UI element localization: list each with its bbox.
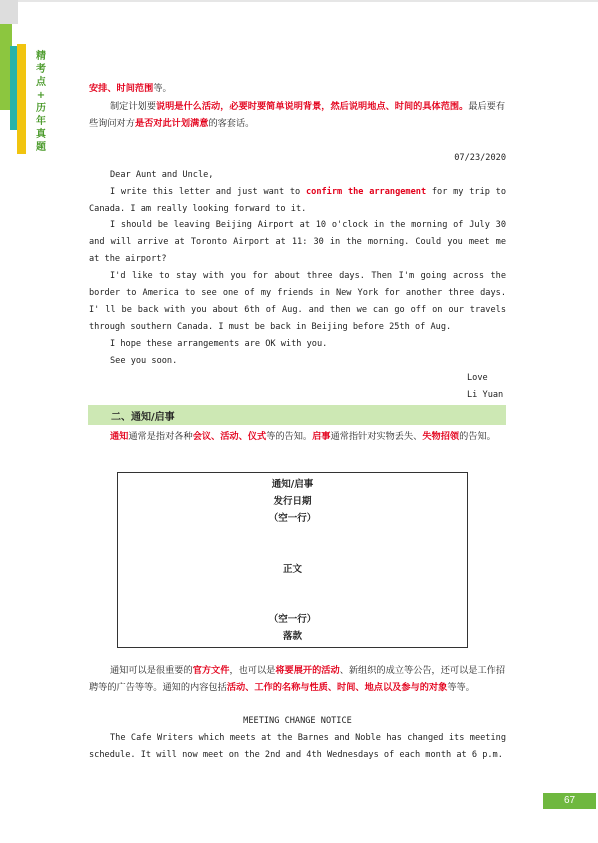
side-tab-char: 题 bbox=[36, 142, 46, 153]
body-text: 通常指针对实物丢失、 bbox=[330, 431, 423, 442]
template-title: 通知/启事 bbox=[271, 479, 314, 490]
highlight-text: 说明是什么活动，必要时要简单说明背景，然后说明地点、时间的具体范围。 bbox=[155, 101, 469, 112]
letter-closing: Love bbox=[467, 373, 488, 383]
body-text: I write this letter and just want to bbox=[110, 187, 306, 197]
highlight-text: 安排、时间范围 bbox=[89, 83, 154, 94]
letter-paragraph-3: I'd like to stay with you for about three days. Then I'm going across the border to America to see one of my friends in New York for another three days. I' ll be back with you about 6th of Aug. and then we can go off on our travels through southern Canada. I must be back in Beijing before 25th of Aug. bbox=[89, 271, 506, 332]
highlight-text: 是否对此计划满意 bbox=[134, 118, 209, 129]
highlight-text: 活动、工作的名称与性质、时间、地点以及参与的对象 bbox=[226, 682, 448, 693]
body-text: 、新组织的成立等公告，还可以是工作招聘等的广告等等。通知的内容包括 bbox=[89, 665, 506, 693]
body-text: 通知可以是很重要的 bbox=[110, 665, 193, 676]
letter-paragraph-1 bbox=[89, 184, 506, 218]
intro-paragraph bbox=[89, 98, 506, 132]
letter-paragraph-2: I should be leaving Beijing Airport at 10 o'clock in the morning of July 30 and will arrive at Toronto Airport at 11: 30 in the morning. Could you meet me at the airport? bbox=[89, 220, 506, 264]
highlight-text: 通知 bbox=[110, 431, 129, 442]
letter-paragraph-4: I hope these arrangements are OK with you. bbox=[110, 339, 328, 349]
template-body: 正文 bbox=[282, 564, 302, 575]
body-text: 的客套话。 bbox=[208, 118, 255, 129]
intro-line bbox=[89, 80, 506, 97]
body-text: 等。 bbox=[153, 83, 172, 94]
letter-greeting: Dear Aunt and Uncle, bbox=[110, 170, 214, 180]
letter-paragraph-5: See you soon. bbox=[110, 356, 178, 366]
template-blank-line: （空一行） bbox=[268, 513, 317, 524]
body-text: for my trip to Canada. I am really looking forward to it. bbox=[89, 187, 507, 214]
side-tab-char: + bbox=[36, 90, 46, 101]
side-tab-char: 点 bbox=[36, 77, 46, 88]
template-date: 发行日期 bbox=[273, 496, 312, 507]
body-text: 等的告知。 bbox=[266, 431, 313, 442]
body-text: 等等。 bbox=[447, 682, 475, 693]
side-tab-char: 真 bbox=[36, 129, 46, 140]
letter-signature: Li Yuan bbox=[467, 390, 504, 400]
body-text: ，也可以是 bbox=[229, 665, 276, 676]
page-number: 67 bbox=[543, 793, 596, 809]
highlight-text: 将要展开的活动 bbox=[275, 665, 340, 676]
side-tab-title bbox=[34, 50, 48, 154]
highlight-text: 会议、活动、仪式 bbox=[192, 431, 267, 442]
template-signature: 落款 bbox=[282, 631, 302, 642]
notice-template-box bbox=[117, 472, 468, 648]
side-tab-char: 精 bbox=[36, 51, 46, 62]
example-body: The Cafe Writers which meets at the Barnes and Noble has changed its meeting schedule. It will now meet on the 2nd and 4th Wednesdays of each month at 6 p.m. bbox=[89, 733, 506, 760]
notice-intro-paragraph bbox=[89, 428, 506, 445]
top-rule bbox=[0, 0, 598, 2]
highlight-text: confirm the arrangement bbox=[305, 187, 427, 197]
side-tab-char: 历 bbox=[36, 103, 46, 114]
template-blank-line: （空一行） bbox=[268, 614, 317, 625]
side-tab-char: 年 bbox=[36, 116, 46, 127]
notice-paragraph bbox=[89, 662, 506, 696]
corner-decoration bbox=[0, 0, 18, 24]
highlight-text: 官方文件 bbox=[192, 665, 230, 676]
body-text: 最后要有些询问对方 bbox=[89, 101, 506, 129]
body-text: 制定计划要 bbox=[110, 101, 156, 112]
section-heading: 二、通知/启事 bbox=[111, 412, 175, 423]
body-text: 通常是指对各种 bbox=[128, 431, 193, 442]
side-bar-yellow bbox=[17, 44, 26, 154]
highlight-text: 失物招领 bbox=[422, 431, 460, 442]
letter-date: 07/23/2020 bbox=[454, 153, 506, 163]
example-title: MEETING CHANGE NOTICE bbox=[243, 716, 352, 726]
highlight-text: 启事 bbox=[312, 431, 331, 442]
side-tab-char: 考 bbox=[36, 64, 46, 75]
body-text: 的告知。 bbox=[459, 431, 496, 442]
